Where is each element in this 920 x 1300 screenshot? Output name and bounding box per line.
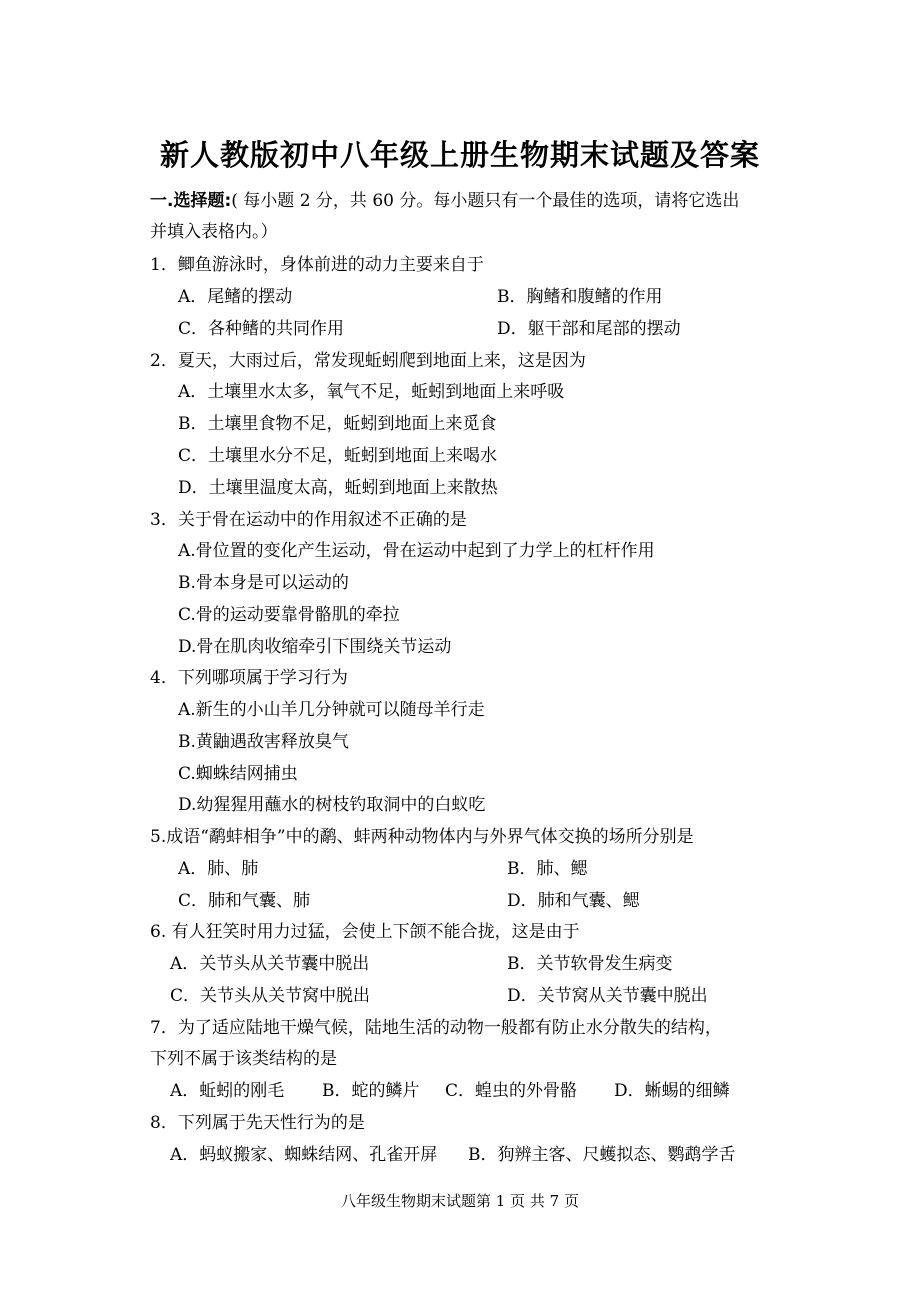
question-5-option-c: C．肺和气囊、肺: [178, 891, 311, 911]
question-6-option-d: D．关节窝从关节囊中脱出: [507, 986, 708, 1006]
question-3-stem: 3．关于骨在运动中的作用叙述不正确的是: [150, 510, 467, 530]
question-5-option-b: B．肺、鳃: [507, 859, 588, 879]
question-2-option-a: A．土壤里水太多，氧气不足，蚯蚓到地面上来呼吸: [178, 382, 565, 402]
question-4-option-d: D.幼猩猩用蘸水的树枝钓取洞中的白蚁吃: [178, 795, 486, 815]
question-1-option-b: B．胸鳍和腹鳍的作用: [497, 287, 663, 307]
page-title: 新人教版初中八年级上册生物期末试题及答案: [159, 138, 760, 172]
question-5-option-d: D．肺和气囊、鳃: [507, 891, 640, 911]
question-6-stem: 6. 有人狂笑时用力过猛，会使上下颌不能合拢，这是由于: [150, 922, 580, 942]
question-1-option-a: A．尾鳍的摆动: [178, 287, 293, 307]
question-7-stem: 7．为了适应陆地干燥气候，陆地生活的动物一般都有防止水分散失的结构，: [150, 1018, 722, 1038]
section-heading: 一.选择题:: [150, 191, 232, 211]
question-4-option-b: B.黄鼬遇敌害释放臭气: [178, 732, 349, 752]
question-6-option-b: B．关节软骨发生病变: [507, 954, 673, 974]
question-3-option-d: D.骨在肌肉收缩牵引下围绕关节运动: [178, 637, 452, 657]
question-7-option-d: D．蜥蜴的细鳞: [614, 1081, 730, 1101]
question-3-option-c: C.骨的运动要靠骨骼肌的牵拉: [178, 605, 400, 625]
question-5-option-a: A．肺、肺: [178, 859, 259, 879]
question-2-option-c: C．土壤里水分不足，蚯蚓到地面上来喝水: [178, 446, 498, 466]
question-2-option-b: B．土壤里食物不足，蚯蚓到地面上来觅食: [178, 414, 497, 434]
question-4-stem: 4．下列哪项属于学习行为: [150, 668, 348, 688]
question-6-option-a: A．关节头从关节囊中脱出: [170, 954, 370, 974]
question-1-option-c: C．各种鳍的共同作用: [178, 319, 345, 339]
question-1-option-d: D．躯干部和尾部的摆动: [497, 319, 681, 339]
question-4-option-c: C.蜘蛛结网捕虫: [178, 764, 298, 784]
section-note-cont: 并填入表格内。）: [150, 222, 278, 242]
page-footer: 八年级生物期末试题第 1 页 共 7 页: [341, 1192, 579, 1210]
question-8-stem: 8．下列属于先天性行为的是: [150, 1113, 365, 1133]
section-note: ( 每小题 2 分，共 60 分。每小题只有一个最佳的选项，请将它选出: [231, 191, 740, 211]
section-intro: [150, 190, 739, 212]
question-2-option-d: D．土壤里温度太高，蚯蚓到地面上来散热: [178, 478, 498, 498]
question-7-option-a: A．蚯蚓的刚毛: [170, 1081, 285, 1101]
question-3-option-a: A.骨位置的变化产生运动，骨在运动中起到了力学上的杠杆作用: [178, 541, 655, 561]
question-7-stem-cont: 下列不属于该类结构的是: [150, 1049, 337, 1069]
question-4-option-a: A.新生的小山羊几分钟就可以随母羊行走: [178, 700, 485, 720]
question-3-option-b: B.骨本身是可以运动的: [178, 573, 349, 593]
question-1-stem: 1．鲫鱼游泳时，身体前进的动力主要来自于: [150, 255, 484, 275]
question-5-stem: 5.成语“鹬蚌相争”中的鹬、蚌两种动物体内与外界气体交换的场所分别是: [150, 827, 694, 847]
question-6-option-c: C．关节头从关节窝中脱出: [170, 986, 371, 1006]
question-2-stem: 2．夏天，大雨过后，常发现蚯蚓爬到地面上来，这是因为: [150, 351, 586, 371]
question-7-option-c: C．蝗虫的外骨骼: [445, 1081, 578, 1101]
question-7-option-b: B．蛇的鳞片: [322, 1081, 420, 1101]
question-8-option-a: A．蚂蚁搬家、蜘蛛结网、孔雀开屏: [170, 1145, 438, 1165]
question-8-option-b: B．狗辨主客、尺蠖拟态、鹦鹉学舌: [468, 1145, 736, 1165]
